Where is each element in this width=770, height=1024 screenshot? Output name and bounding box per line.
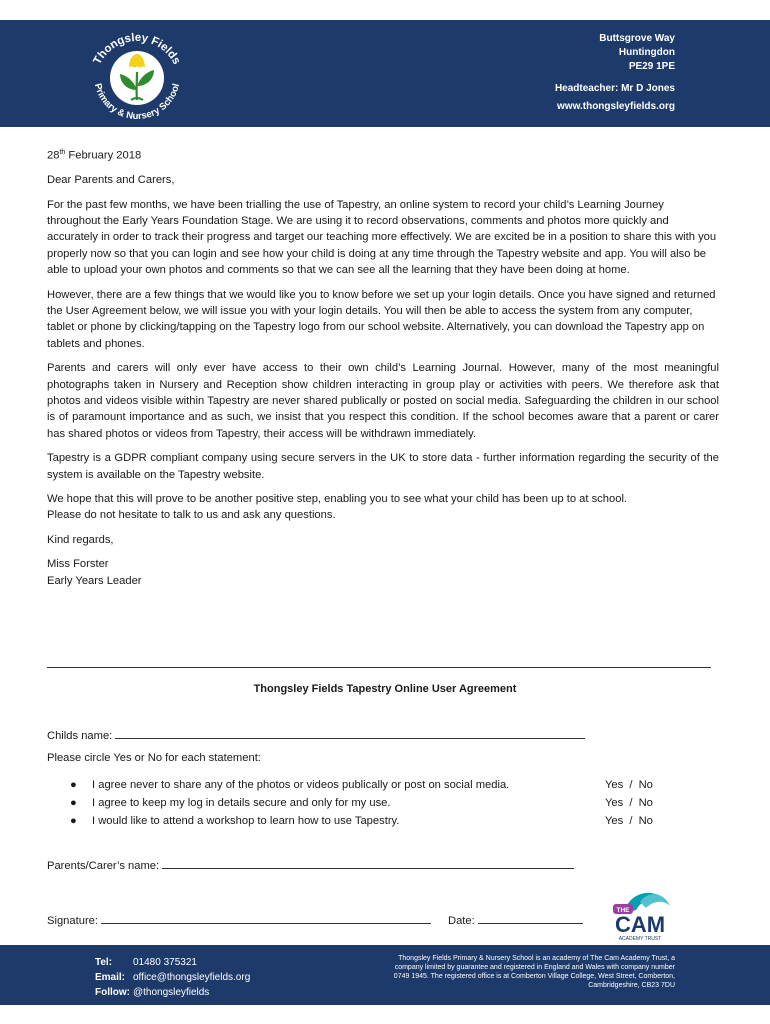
parent-name-row: [47, 856, 574, 872]
cam-academy-trust-logo: [604, 880, 676, 942]
phone-label: Tel:: [95, 957, 113, 968]
social-row: [95, 985, 250, 1000]
childs-name-field[interactable]: [115, 726, 585, 739]
signature-row: [47, 911, 431, 927]
letterhead-banner: [0, 20, 770, 127]
statement-text: I would like to attend a workshop to learn how to use Tapestry.: [92, 815, 400, 827]
letter-body: [47, 145, 719, 597]
signature-field[interactable]: [101, 911, 431, 924]
paragraph-1: For the past few months, we have been trialling the use of Tapestry, an online system to record your child’s Learning Journey throughout the Early Years Foundation Stage. We are using it to record observations, comments and photos more quickly and accurately in order to track their progress and target our teaching more effectively. We are excited be in a position to share this with you properly now so that you can login and see how your child is doing at any time through the Tapestry website and app. You will also be able to upload your own photos and comments so that we can see all the learning that they have been doing at home.: [47, 198, 717, 277]
address-line: Huntingdon: [618, 47, 675, 58]
signature-block: [47, 556, 719, 589]
yes-no-choice[interactable]: Yes / No: [605, 779, 653, 791]
email-address[interactable]: office@thongsleyfields.org: [133, 972, 251, 983]
date-field[interactable]: [478, 911, 583, 924]
follow-label: Follow:: [95, 987, 130, 998]
paragraph-3: Parents and carers will only ever have access to their own child’s Learning Journal. However, many of the most meaningful photographs taken in Nursery and Reception show children interacting in group play or activities with peers. We therefore ask that photos and videos visible within Tapestry are never shared publically or posted on social media. Safeguarding the children in our school is of paramount importance and as such, we insist that you respect this condition. If the school becomes aware that a parent or carer has shared photos or videos from Tapestry, their access will be withdrawn immediately.: [47, 362, 719, 440]
yes-no-choice[interactable]: Yes / No: [605, 797, 653, 809]
svg-text:Thongsley Fields: Thongsley Fields: [91, 31, 183, 67]
statement-item: ● I agree never to share any of the photos or videos publically or post on social media.: [70, 779, 510, 791]
agreement-title: Thongsley Fields Tapestry Online User Agreement: [253, 683, 517, 695]
letter-footer: [0, 945, 770, 1005]
letter-date: [47, 145, 719, 164]
cam-logo-subtitle: ACADEMY TRUST: [618, 936, 662, 942]
paragraph-5-line: We hope that this will prove to be another positive step, enabling you to see what your child has been up to at school.: [47, 493, 628, 506]
phone-row: [95, 955, 250, 970]
svg-text:Primary & Nursery School: Primary & Nursery School: [91, 82, 183, 123]
signature-label: Signature:: [47, 915, 98, 927]
date-rest: February 2018: [65, 149, 142, 162]
address-line: Buttsgrove Way: [599, 33, 675, 44]
headteacher-name: Headteacher: Mr D Jones: [554, 83, 675, 94]
date-day: 28: [47, 149, 60, 162]
address-line: PE29 1PE: [628, 61, 675, 72]
statement-item: ● I agree to keep my log in details secure and only for my use.: [70, 797, 391, 809]
signer-role: Early Years Leader: [47, 574, 142, 587]
email-row: [95, 970, 250, 985]
paragraph-5-line: Please do not hesitate to talk to us and ask any questions.: [47, 509, 336, 522]
cam-logo-prefix: THE: [616, 907, 630, 914]
salutation: Dear Parents and Carers,: [47, 174, 175, 187]
paragraph-4: Tapestry is a GDPR compliant company using secure servers in the UK to store data - further information regarding the security of the system is available on the Tapestry website.: [47, 452, 719, 481]
email-label: Email:: [95, 972, 126, 983]
signer-name: Miss Forster: [47, 558, 109, 571]
date-row: [448, 911, 583, 927]
childs-name-row: [47, 726, 585, 742]
statement-text: I agree to keep my log in details secure and only for my use.: [92, 797, 391, 809]
date-suffix: th: [59, 149, 66, 156]
cam-logo-name: CAM: [614, 912, 666, 937]
statement-text: I agree never to share any of the photos or videos publically or post on social media.: [92, 779, 510, 791]
contact-details: [95, 955, 250, 1000]
school-logo: [74, 24, 200, 124]
phone-number[interactable]: 01480 375321: [133, 957, 197, 968]
signoff: Kind regards,: [47, 533, 114, 546]
parent-name-field[interactable]: [162, 856, 574, 869]
childs-name-label: Childs name:: [47, 730, 113, 742]
instruction-text: Please circle Yes or No for each statement:: [47, 752, 261, 764]
paragraph-5: [47, 491, 719, 524]
cut-line-divider: [47, 667, 711, 668]
legal-notice: Thongsley Fields Primary & Nursery School is an academy of The Cam Academy Trust, a company limited by guarantee and registered in England and Wales with company number 0749 1945. The registered office is at Comberton Village College, West Street, Comberton, Cambridgeshire, CB23 7DU: [393, 955, 675, 989]
school-address: [555, 32, 675, 114]
date-label: Date:: [448, 915, 475, 927]
parent-name-label: Parents/Carer’s name:: [47, 860, 160, 872]
social-handle[interactable]: @thongsleyfields: [133, 987, 210, 998]
yes-no-choice[interactable]: Yes / No: [605, 815, 653, 827]
paragraph-2: However, there are a few things that we would like you to know before we set up your login details. Once you have signed and returned the User Agreement below, we will issue you with your login details. You will then be able to access the system from any computer, tablet or phone by clicking/tapping on the Tapestry logo from our school website. Alternatively, you can download the Tapestry app on tablets and phones.: [47, 288, 716, 350]
school-website[interactable]: www.thongsleyfields.org: [557, 101, 675, 112]
statement-item: ● I would like to attend a workshop to learn how to use Tapestry.: [70, 815, 400, 827]
